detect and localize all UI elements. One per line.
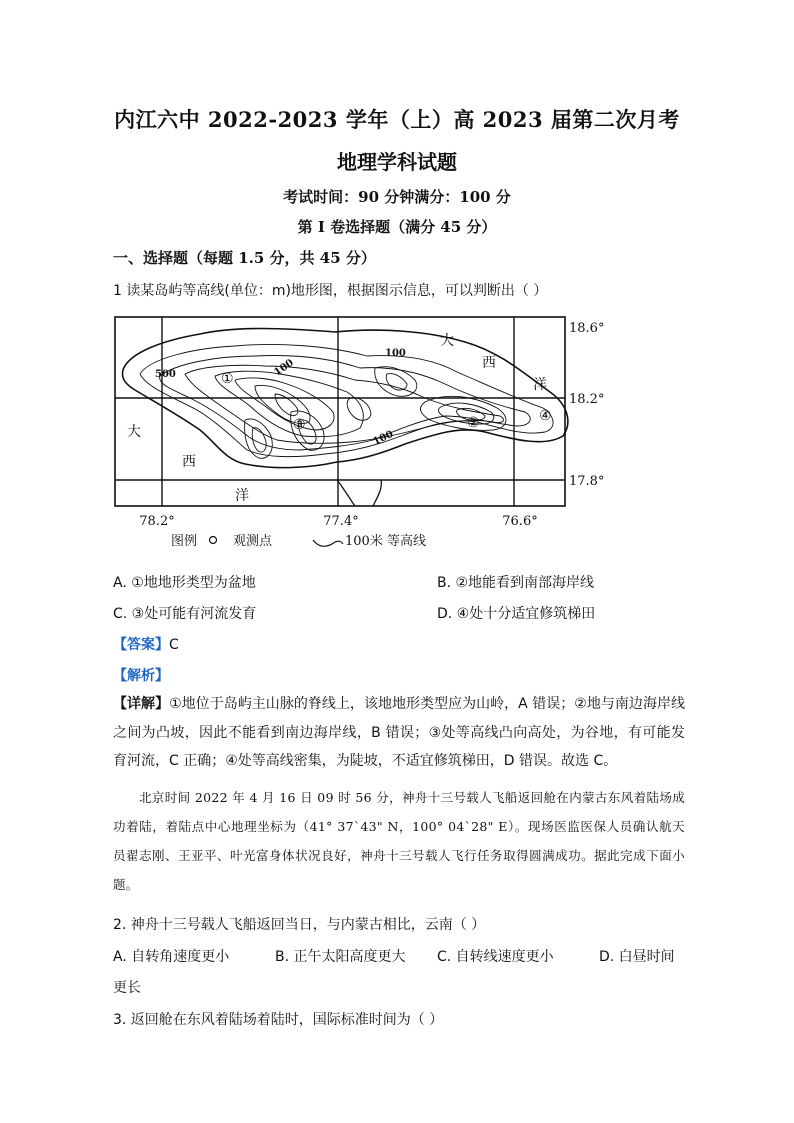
q2-option-c: C. 自转线速度更小 bbox=[437, 949, 554, 965]
river-line bbox=[337, 480, 381, 506]
answer-value: C bbox=[169, 637, 179, 653]
question-2-stem: 2. 神舟十三号载人飞船返回当日，与内蒙古相比，云南（ ） bbox=[113, 917, 486, 933]
subject-title: 地理学科试题 bbox=[337, 150, 457, 174]
ocean-char-left-2: 西 bbox=[182, 454, 196, 470]
q2-option-d-wrap: 更长 bbox=[113, 980, 141, 996]
ocean-char-right-1: 大 bbox=[440, 333, 454, 349]
legend-contour-icon bbox=[313, 540, 343, 546]
part-title: 第 I 卷选择题（满分 45 分） bbox=[297, 218, 497, 236]
q2-option-b: B. 正午太阳高度更大 bbox=[275, 949, 406, 965]
q1-detail bbox=[113, 690, 685, 776]
answer-tag: 【答案】 bbox=[113, 637, 169, 653]
legend-title: 图例 bbox=[171, 534, 198, 549]
lon-label-77-4: 77.4° bbox=[323, 514, 359, 529]
point-3-label: ③ bbox=[293, 417, 306, 433]
q1-option-a: A. ①地地形类型为盆地 bbox=[113, 575, 256, 591]
ocean-char-right-3: 洋 bbox=[533, 377, 547, 393]
q2-option-d: D. 白昼时间 bbox=[599, 949, 675, 965]
legend-point-icon bbox=[210, 537, 217, 544]
lat-label-18-2: 18.2° bbox=[569, 392, 605, 407]
analysis-tag: 【解析】 bbox=[113, 668, 169, 684]
detail-text: ①地位于岛屿主山脉的脊线上，该地地形类型应为山岭，A 错误；②地与南边海岸线之间为凸坡，因此不能看到南边海岸线，B 错误；③处等高线凸向高处，为谷地，有可能发育河流，C 正确；④处等高线密集，为陡坡，不适宜修筑梯田，D 错误。故选 C。 bbox=[113, 696, 685, 769]
q1-analysis-heading bbox=[113, 665, 169, 685]
exam-title: 内江六中 2022-2023 学年（上）高 2023 届第二次月考 bbox=[114, 107, 680, 132]
point-2-label: ② bbox=[467, 415, 480, 431]
section-heading: 一、选择题（每题 1.5 分，共 45 分） bbox=[113, 249, 376, 267]
ocean-char-left-3: 洋 bbox=[235, 488, 249, 504]
legend-contour-label: 100米 等高线 bbox=[345, 534, 426, 549]
lat-label-17-8: 17.8° bbox=[569, 474, 605, 489]
passage-text: 北京时间 2022 年 4 月 16 日 09 时 56 分，神舟十三号载人飞船返回舱在内蒙古东风着陆场成功着陆，着陆点中心地理坐标为（41° 37`43" N，100° 04`28" E）。现场医监医保人员确认航天员翟志刚、王亚平、叶光富身体状况良好，神舟十三号载人飞行任务取得圆满成功。据此完成下面小题。 bbox=[113, 790, 685, 892]
ocean-char-left-1: 大 bbox=[127, 424, 141, 440]
q2-option-a: A. 自转角速度更小 bbox=[113, 949, 230, 965]
q1-option-c: C. ③处可能有河流发育 bbox=[113, 606, 257, 622]
lat-label-18-6: 18.6° bbox=[569, 321, 605, 336]
ocean-char-right-2: 西 bbox=[482, 355, 496, 371]
exam-info: 考试时间：90 分钟满分：100 分 bbox=[283, 188, 511, 206]
q1-option-d: D. ④处十分适宜修筑梯田 bbox=[437, 606, 596, 622]
question-1-stem: 1 读某岛屿等高线(单位：m)地形图，根据图示信息，可以判断出（ ） bbox=[113, 283, 548, 299]
point-1-label: ① bbox=[221, 371, 234, 387]
contour-map bbox=[105, 312, 665, 557]
detail-tag: 【详解】 bbox=[113, 696, 170, 712]
legend-point-label: 观测点 bbox=[233, 534, 273, 549]
point-4-label: ④ bbox=[539, 408, 552, 424]
lon-label-78-2: 78.2° bbox=[139, 514, 175, 529]
map-frame bbox=[115, 317, 565, 506]
contour-label-500: 100 bbox=[272, 357, 296, 379]
question-3-stem: 3. 返回舱在东风着陆场着陆时，国际标准时间为（ ） bbox=[113, 1012, 444, 1028]
lon-label-76-6: 76.6° bbox=[502, 514, 538, 529]
contour-label-100-b: 500 bbox=[155, 369, 176, 380]
q1-answer bbox=[113, 634, 179, 654]
contour-label-100-c: 100 bbox=[371, 428, 396, 448]
reading-passage bbox=[113, 783, 685, 899]
q1-option-b: B. ②地能看到南部海岸线 bbox=[437, 575, 595, 591]
contour-label-100-a: 100 bbox=[385, 348, 406, 359]
